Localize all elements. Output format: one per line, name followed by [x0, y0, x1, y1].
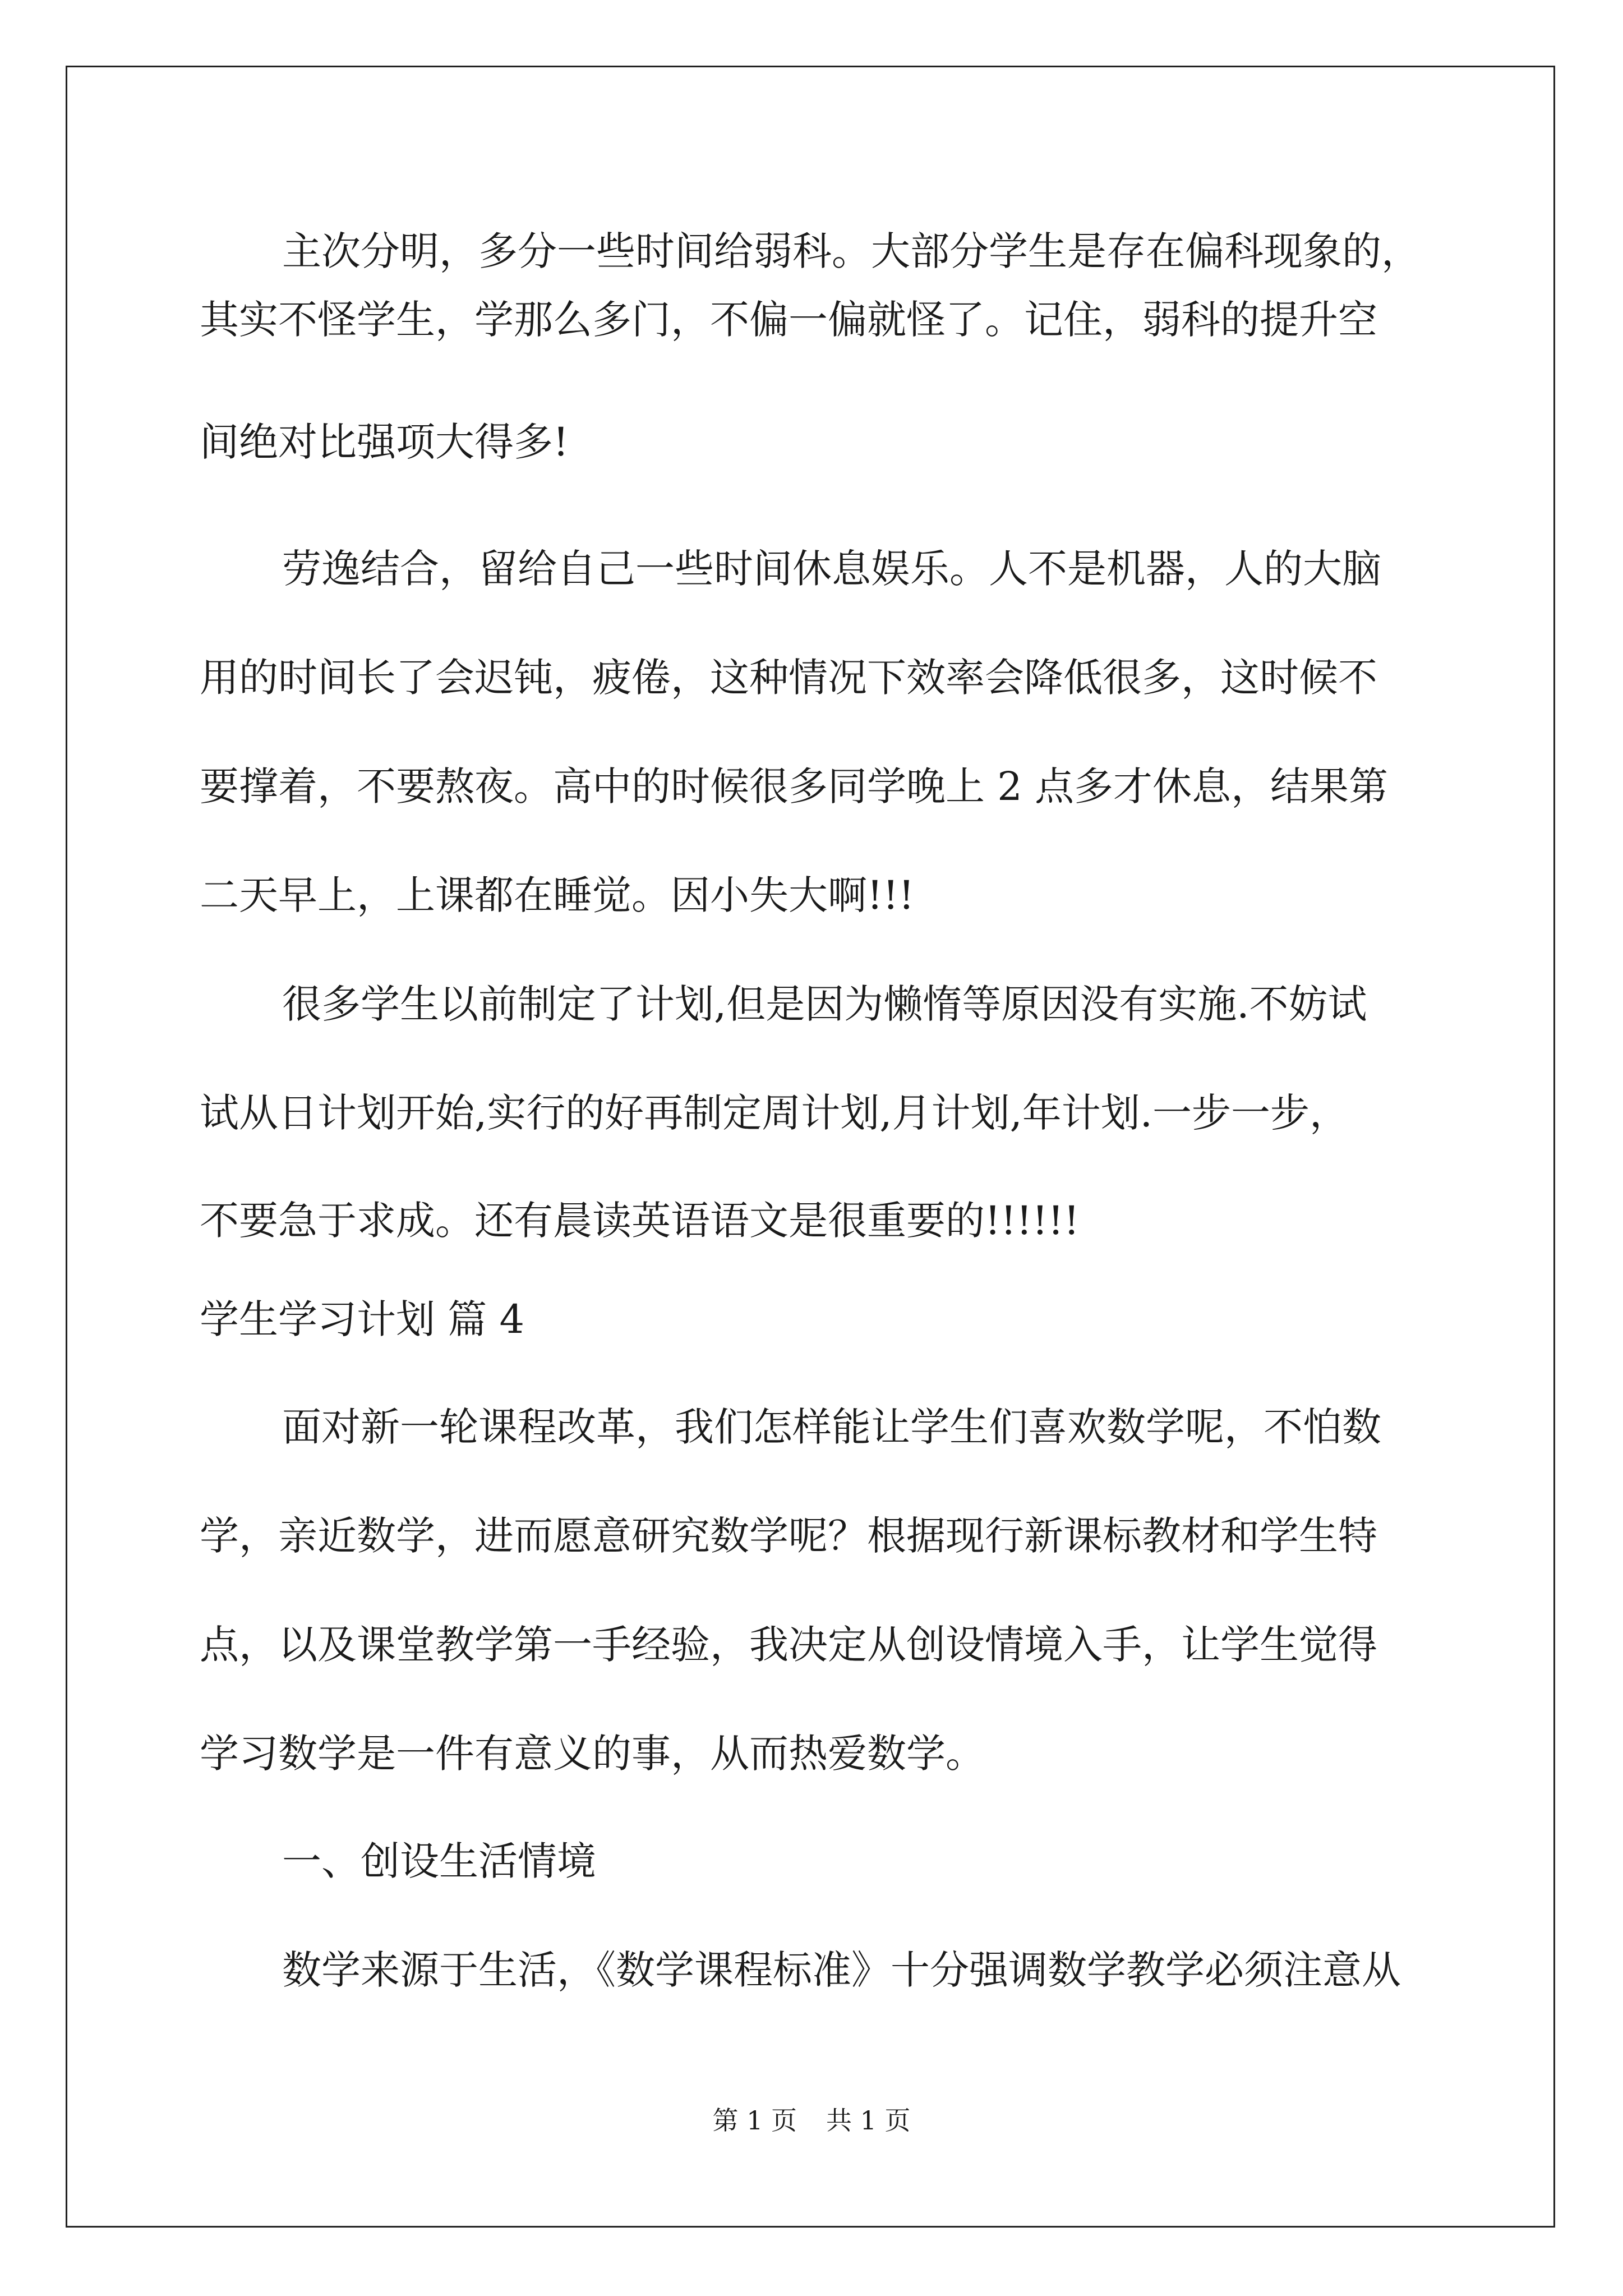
paragraph-line: 面对新一轮课程改革，我们怎样能让学生们喜欢数学呢，不怕数 — [282, 1404, 1381, 1450]
paragraph-line: 二天早上，上课都在睡觉。因小失大啊!!! — [200, 872, 915, 918]
paragraph-line: 间绝对比强项大得多! — [200, 419, 569, 465]
paragraph-line: 学习数学是一件有意义的事，从而热爱数学。 — [200, 1731, 985, 1777]
section-heading: 学生学习计划 篇 4 — [200, 1296, 525, 1342]
paragraph-line: 用的时间长了会迟钝，疲倦，这种情况下效率会降低很多，这时候不 — [200, 655, 1377, 701]
paragraph-line: 要撑着，不要熬夜。高中的时候很多同学晚上 2 点多才休息，结果第 — [200, 763, 1389, 809]
paragraph-line: 点，以及课堂教学第一手经验，我决定从创设情境入手，让学生觉得 — [200, 1622, 1377, 1668]
paragraph-line: 数学来源于生活，《数学课程标准》十分强调数学教学必须注意从 — [282, 1947, 1401, 1993]
paragraph-line: 其实不怪学生，学那么多门，不偏一偏就怪了。记住，弱科的提升空 — [200, 297, 1377, 343]
subsection-heading: 一、创设生活情境 — [282, 1838, 596, 1884]
paragraph-line: 不要急于求成。还有晨读英语语文是很重要的!!!!!! — [200, 1198, 1080, 1244]
paragraph-line: 学，亲近数学，进而愿意研究数学呢？根据现行新课标教材和学生特 — [200, 1513, 1377, 1559]
page-number: 第 1 页 — [712, 2105, 797, 2136]
page-footer — [0, 2105, 1623, 2136]
page-border — [66, 66, 1555, 2228]
paragraph-line: 很多学生以前制定了计划,但是因为懒惰等原因没有实施.不妨试 — [282, 981, 1367, 1027]
page-total: 共 1 页 — [826, 2105, 911, 2136]
paragraph-line: 劳逸结合，留给自己一些时间休息娱乐。人不是机器，人的大脑 — [282, 546, 1381, 592]
paragraph-line: 试从日计划开始,实行的好再制定周计划,月计划,年计划.一步一步， — [200, 1090, 1349, 1136]
paragraph-line: 主次分明，多分一些时间给弱科。大部分学生是存在偏科现象的， — [282, 228, 1421, 274]
